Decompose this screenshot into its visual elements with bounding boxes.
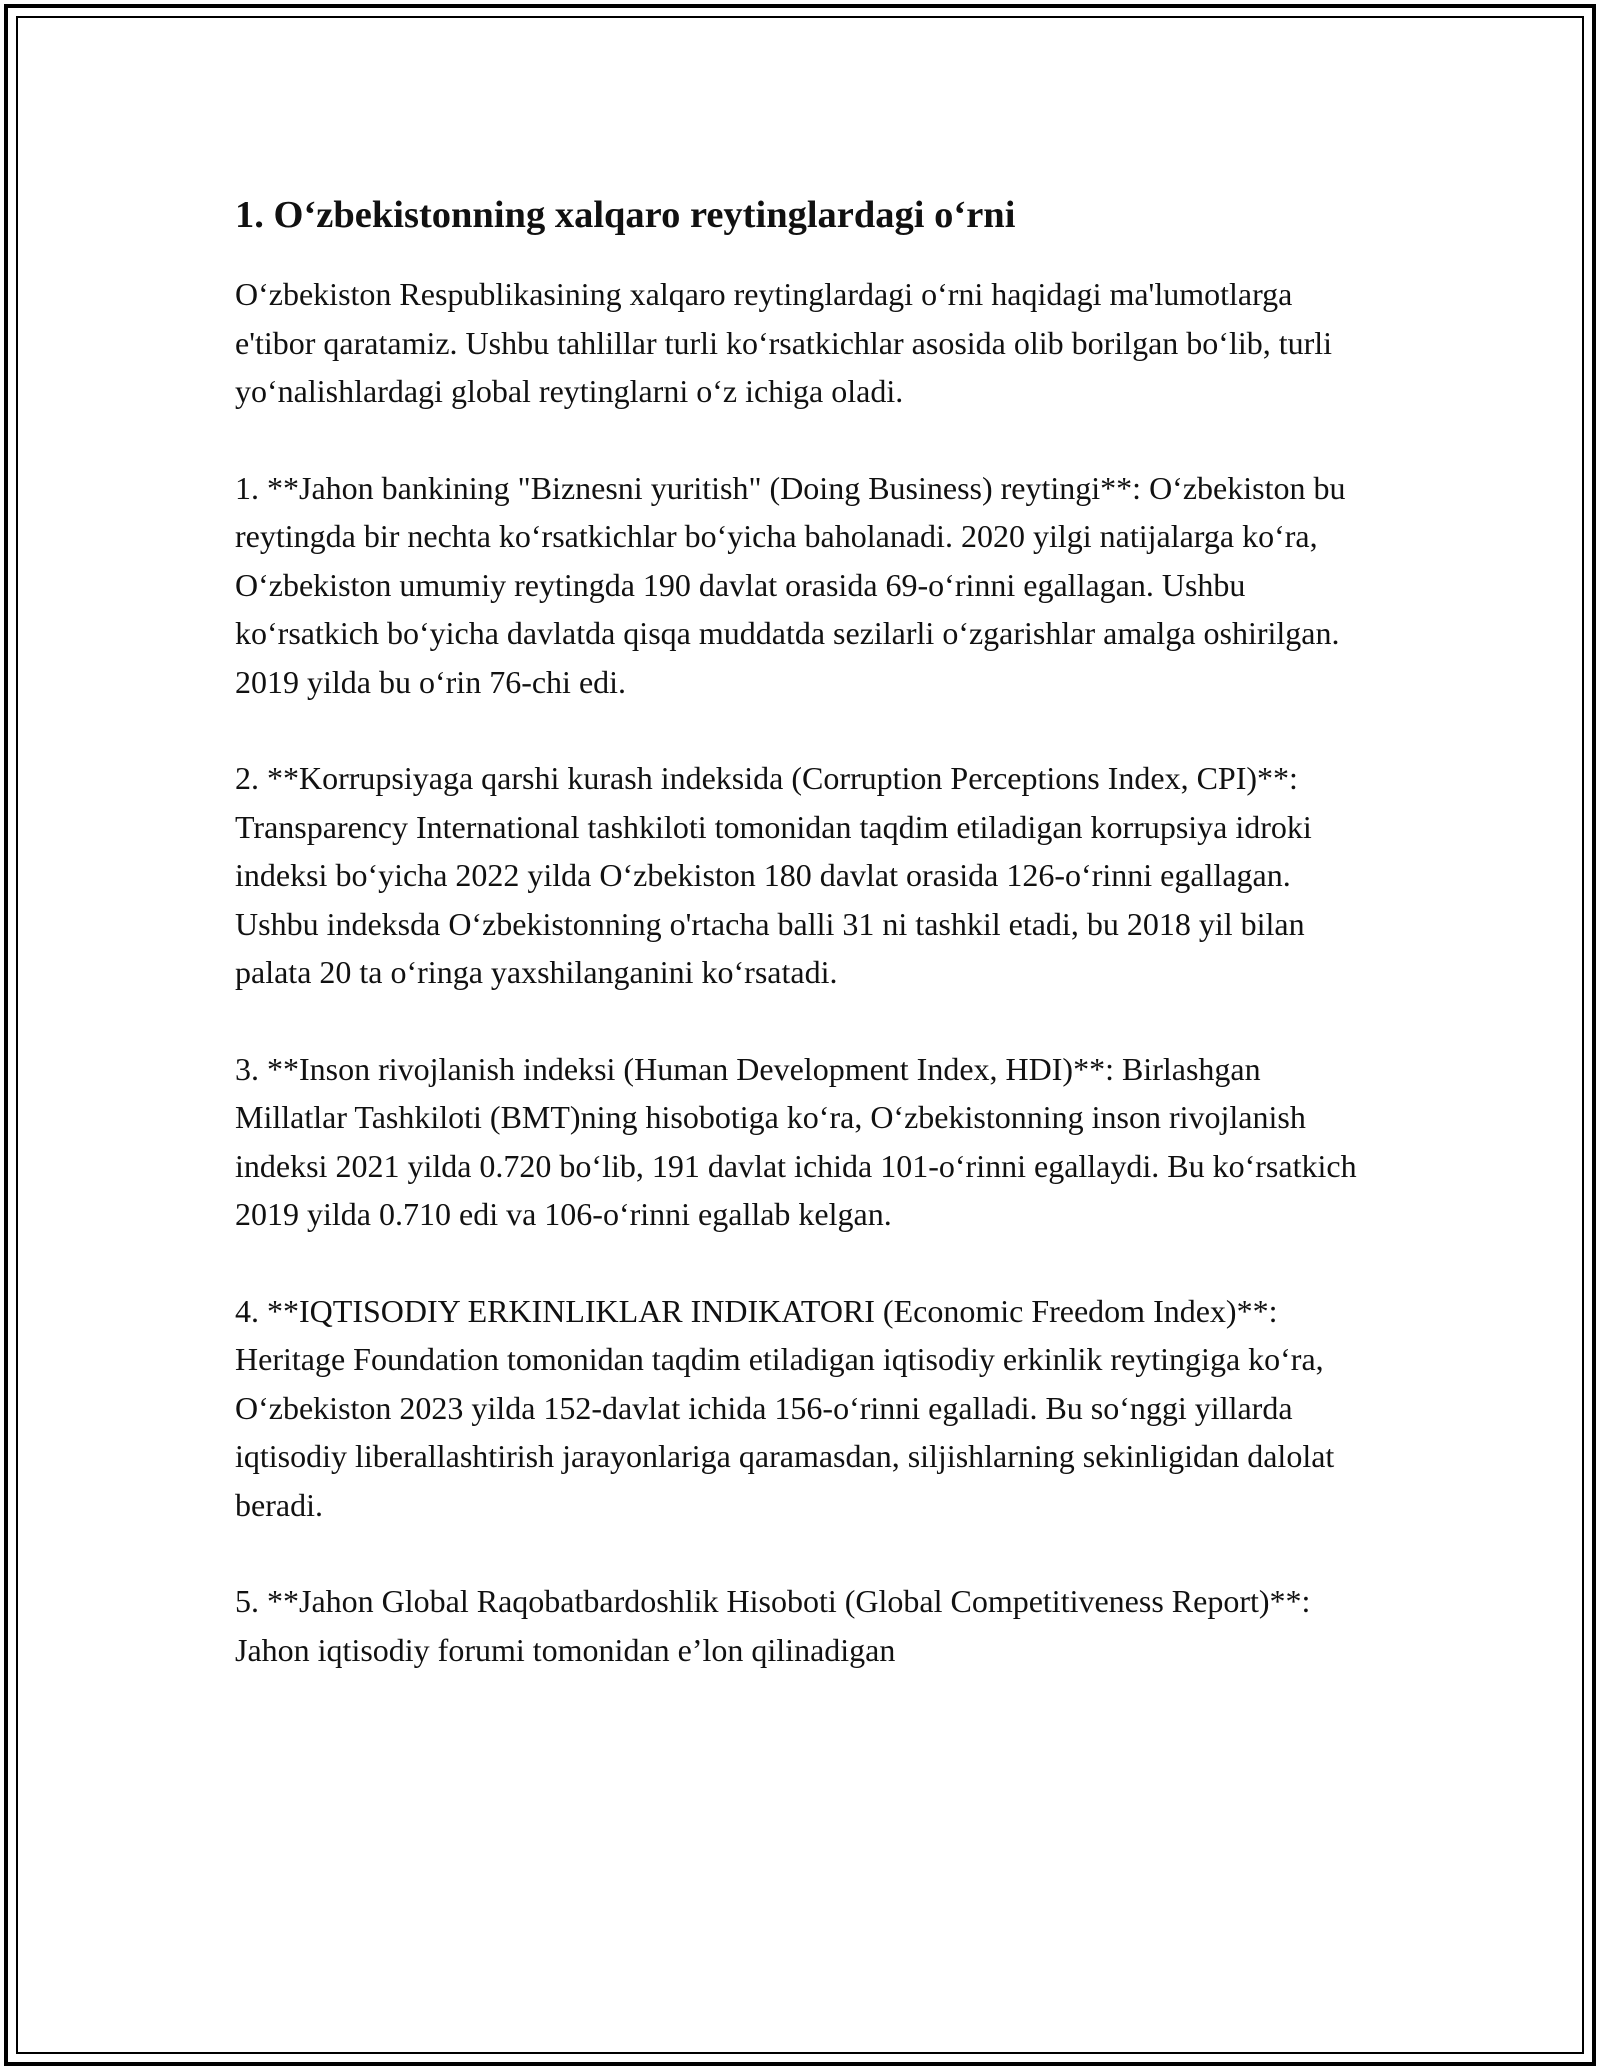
document-body [235,190,1375,1722]
paragraph-doing-business: 1. **Jahon bankining "Biznesni yuritish" (Doing Business) reytingi**: O‘zbekiston bu reytingda bir nechta ko‘rsatkichlar bo‘yicha baholanadi. 2020 yilgi natijalarga ko‘ra, O‘zbekiston umumiy reytingda 190 davlat orasida 69-o‘rinni egallagan. Ushbu ko‘rsatkich bo‘yicha davlatda qisqa muddatda sezilarli o‘zgarishlar amalga oshirilgan. 2019 yilda bu o‘rin 76-chi edi. [235,469,1346,700]
paragraph-corruption-index: 2. **Korrupsiyaga qarshi kurash indeksida (Corruption Perceptions Index, CPI)**: Transparency International tashkiloti tomonidan taqdim etiladigan korrupsiya idroki indeksi bo‘yicha 2022 yilda O‘zbekiston 180 davlat orasida 126-o‘rinni egallagan. Ushbu indeksda O‘zbekistonning o'rtacha balli 31 ni tashkil etadi, bu 2018 yil bilan palata 20 ta o‘ringa yaxshilanganini ko‘rsatadi. [235,760,1312,990]
section-heading: 1. O‘zbekistonning xalqaro reytinglardagi o‘rni [235,194,1016,236]
intro-paragraph: O‘zbekiston Respublikasining xalqaro reytinglardagi o‘rni haqidagi ma'lumotlarga e'tibor qaratamiz. Ushbu tahlillar turli ko‘rsatkichlar asosida olib borilgan bo‘lib, turli yo‘nalishlardagi global reytinglarni o‘z ichiga oladi. [235,276,1333,409]
paragraph-human-development-index: 3. **Inson rivojlanish indeksi (Human Development Index, HDI)**: Birlashgan Millatlar Tashkiloti (BMT)ning hisobotiga ko‘ra, O‘zbekistonning inson rivojlanish indeksi 2021 yilda 0.720 bo‘lib, 191 davlat ichida 101-o‘rinni egallaydi. Bu ko‘rsatkich 2019 yilda 0.710 edi va 106-o‘rinni egallab kelgan. [235,1050,1357,1232]
paragraph-economic-freedom-index: 4. **IQTISODIY ERKINLIKLAR INDIKATORI (Economic Freedom Index)**: Heritage Foundation tomonidan taqdim etiladigan iqtisodiy erkinlik reytingiga ko‘ra, O‘zbekiston 2023 yilda 152-davlat ichida 156-o‘rinni egalladi. Bu so‘nggi yillarda iqtisodiy liberallashtirish jarayonlariga qaramasdan, siljishlarning sekinligidan dalolat beradi. [235,1292,1335,1523]
paragraph-global-competitiveness: 5. **Jahon Global Raqobatbardoshlik Hisoboti (Global Competitiveness Report)**: Jahon iqtisodiy forumi tomonidan e’lon qilinadigan [235,1583,1311,1668]
